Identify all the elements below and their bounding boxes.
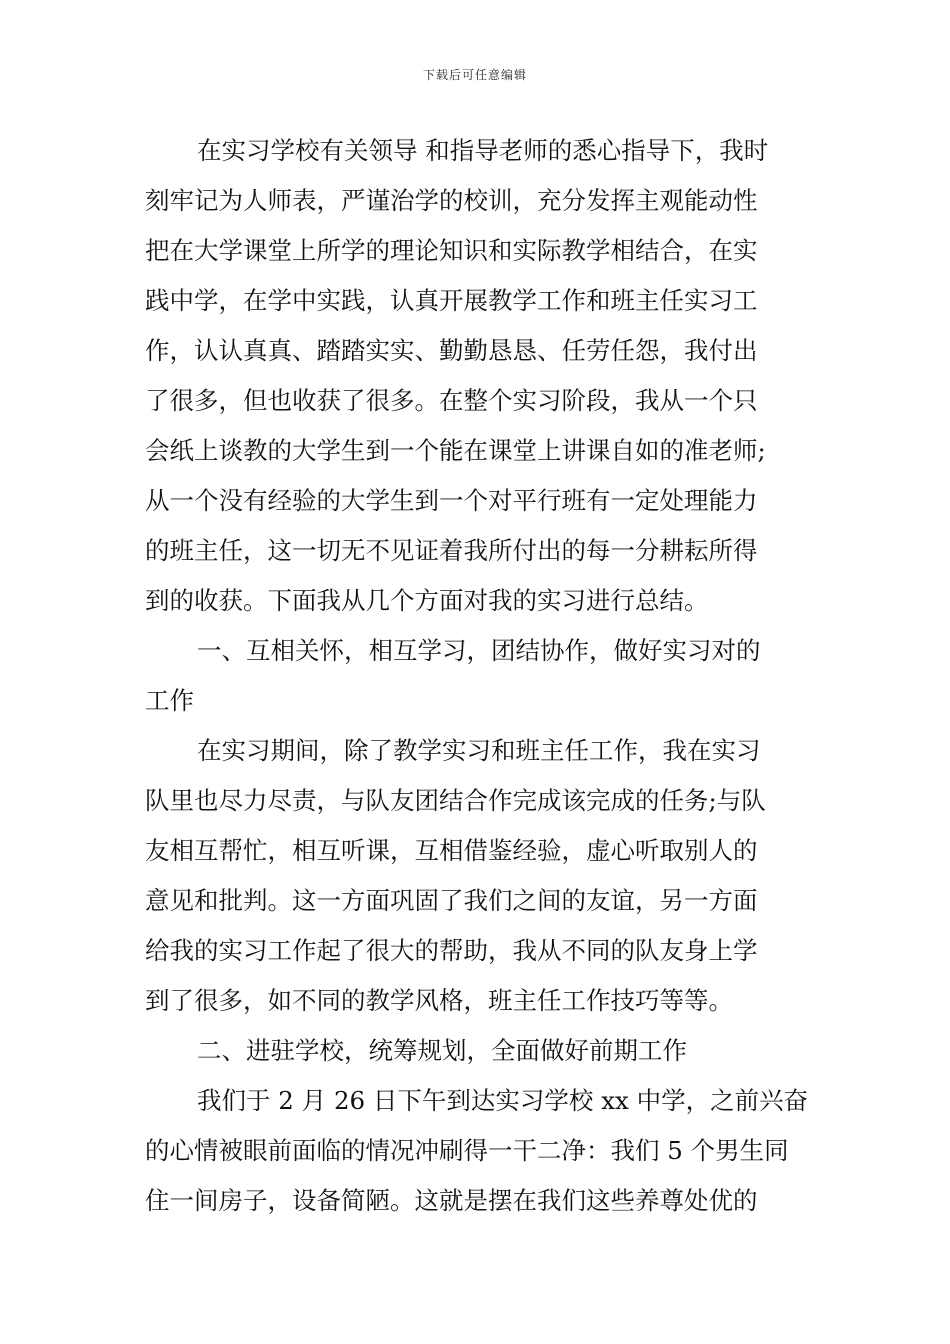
text-line: 把在大学课堂上所学的理论知识和实际教学相结合，在实	[145, 236, 758, 265]
text-line: 在实习学校有关领导 和指导老师的悉心指导下，我时	[197, 136, 769, 165]
text-line: 到的收获。下面我从几个方面对我的实习进行总结。	[145, 586, 709, 615]
text-line: 践中学，在学中实践，认真开展教学工作和班主任实习工	[145, 286, 758, 315]
text-line: 的心情被眼前面临的情况冲刷得一干二净：我们 5 个男生同	[145, 1136, 789, 1165]
text-line: 住一间房子，设备简陋。这就是摆在我们这些养尊处优的	[145, 1186, 758, 1215]
text-line: 会纸上谈教的大学生到一个能在课堂上讲课自如的准老师;	[145, 436, 766, 465]
text-line: 我们于 2 月 26 日下午到达实习学校 xx 中学，之前兴奋	[197, 1086, 809, 1115]
text-line: 给我的实习工作起了很大的帮助，我从不同的队友身上学	[145, 936, 758, 965]
text-line: 的班主任，这一切无不见证着我所付出的每一分耕耘所得	[145, 536, 758, 565]
text-line: 友相互帮忙，相互听课，互相借鉴经验，虚心听取别人的	[145, 836, 758, 865]
text-line: 队里也尽力尽责，与队友团结合作完成该完成的任务;与队	[145, 786, 766, 815]
section-heading-line: 一、互相关怀，相互学习，团结协作，做好实习对的	[197, 636, 761, 665]
text-line: 意见和批判。这一方面巩固了我们之间的友谊，另一方面	[145, 886, 758, 915]
text-line: 了很多，但也收获了很多。在整个实习阶段，我从一个只	[145, 386, 758, 415]
section-heading-line: 工作	[145, 686, 194, 715]
document-body	[145, 126, 810, 1226]
text-line: 在实习期间，除了教学实习和班主任工作，我在实习	[197, 736, 761, 765]
text-line: 作，认认真真、踏踏实实、勤勤恳恳、任劳任怨，我付出	[145, 336, 758, 365]
section-heading-line: 二、进驻学校，统筹规划，全面做好前期工作	[197, 1036, 687, 1065]
text-line: 到了很多，如不同的教学风格，班主任工作技巧等等。	[145, 986, 733, 1015]
text-line: 从一个没有经验的大学生到一个对平行班有一定处理能力	[145, 486, 758, 515]
page-header: 下载后可任意编辑	[422, 68, 527, 82]
text-line: 刻牢记为人师表，严谨治学的校训，充分发挥主观能动性	[145, 186, 758, 215]
